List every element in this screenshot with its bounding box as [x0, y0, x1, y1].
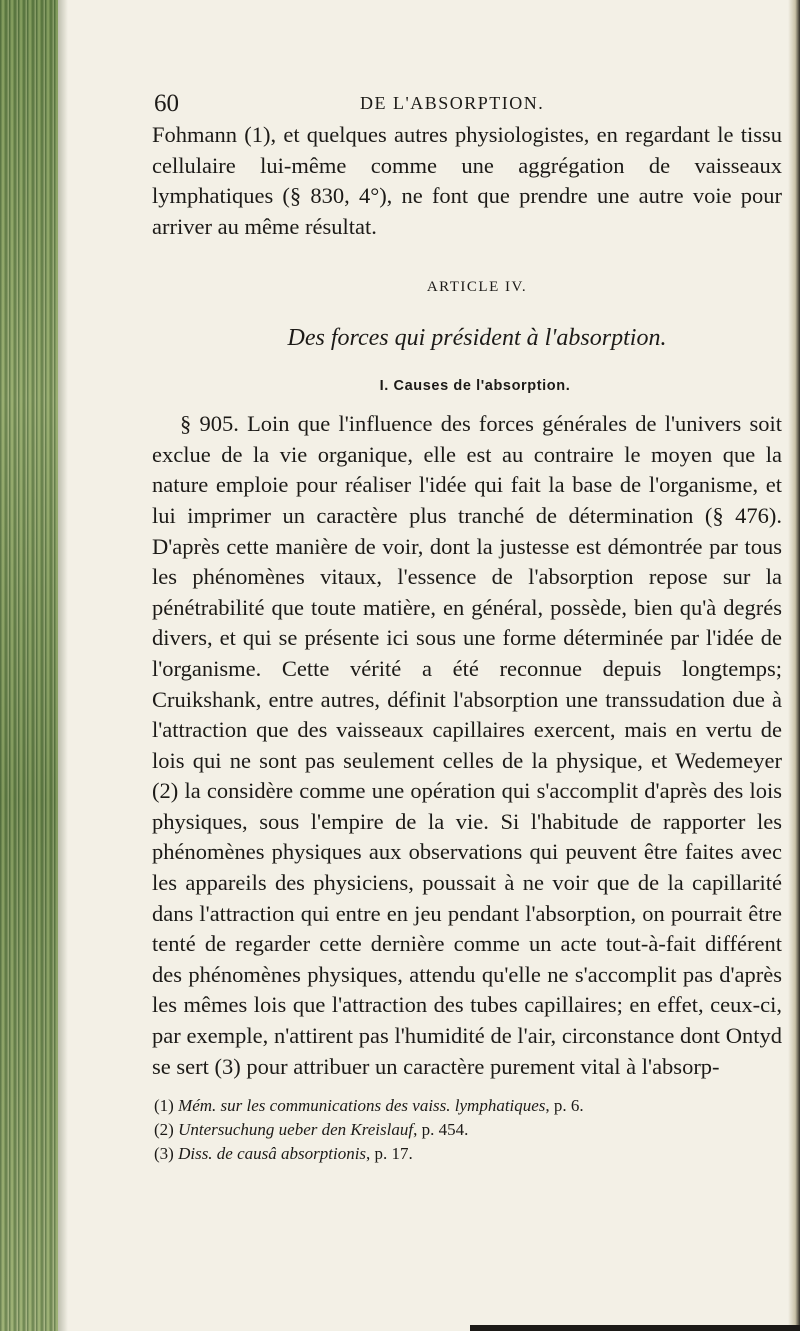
footnote-ref: , p. 6.: [545, 1096, 584, 1116]
page-bottom-shadow: [470, 1325, 800, 1331]
footnotes: [152, 1094, 782, 1166]
footnote-title: Untersuchung ueber den Kreislauf: [178, 1120, 414, 1140]
footnote-number: (2): [154, 1120, 174, 1140]
footnote-2: [154, 1118, 782, 1142]
footnote-title: Mém. sur les communications des vaiss. lymphatiques: [178, 1096, 546, 1116]
article-title: Des forces qui président à l'absorption.: [287, 324, 667, 351]
book-page: [152, 90, 782, 1166]
main-paragraph: § 905. Loin que l'influence des forces générales de l'univers soit exclue de la vie organique, elle est au contraire le moyen que la nature emploie pour réaliser l'idée qui fait la base de l'organisme, et lui imprimer un caractère plus tranché de détermination (§ 476). D'après cette manière de voir, dont la justesse est démontrée par tous les phénomènes vitaux, l'essence de l'absorption repose sur la pénétrabilité que toute matière, en général, possède, bien qu'à degrés divers, et qui se présente ici sous une forme déterminée par l'idée de l'organisme. Cette vérité a été reconnue depuis longtemps; Cruikshank, entre autres, définit l'absorption une transsudation due à l'attraction que des vaisseaux capillaires exercent, mais en vertu de lois qui ne sont pas seulement celles de la physique, et Wedemeyer (2) la considère comme une opération qui s'accomplit d'après des lois physiques, sous l'empire de la vie. Si l'habitude de rapporter les phénomènes physiques aux observations qui peuvent être faites avec les appareils des physiciens, poussait à ne voir que de la capillarité dans l'attraction qui entre en jeu pendant l'absorption, on pourrait être tenté de regarder cette dernière comme un acte tout-à-fait différent des phénomènes physiques, attendu qu'elle ne s'accomplit pas d'après les mêmes lois que l'attraction des tubes capillaires; en effet, ceux-ci, par exemple, n'attirent pas l'humidité de l'air, circonstance dont Ontyd se sert (3) pour attribuer un caractère purement vital à l'absorp-: [152, 411, 782, 1079]
footnote-3: [154, 1142, 782, 1166]
running-title: DE L'ABSORPTION.: [360, 93, 545, 113]
page-right-edge: [788, 0, 800, 1331]
footnote-number: (1): [154, 1096, 174, 1116]
footnote-title: Diss. de causâ absorptionis: [178, 1144, 367, 1164]
section-heading: I. Causes de l'absorption.: [379, 377, 571, 394]
footnote-ref: , p. 17.: [366, 1144, 413, 1164]
intro-paragraph: Fohmann (1), et quelques autres physiologistes, en regardant le tissu cellulaire lui-même comme une aggrégation de vaisseaux lymphatiques (§ 830, 4°), ne font que prendre une autre voie pour arriver au même résultat.: [152, 122, 782, 239]
footnote-ref: , p. 454.: [413, 1120, 469, 1140]
book-binding-edge: [0, 0, 58, 1331]
article-label: ARTICLE IV.: [426, 279, 528, 296]
footnote-1: [154, 1094, 782, 1118]
page-body: [152, 120, 782, 1082]
gutter-shadow: [58, 0, 68, 1331]
footnote-number: (3): [154, 1144, 174, 1164]
page-number: 60: [154, 90, 179, 117]
page-header: [152, 90, 782, 120]
